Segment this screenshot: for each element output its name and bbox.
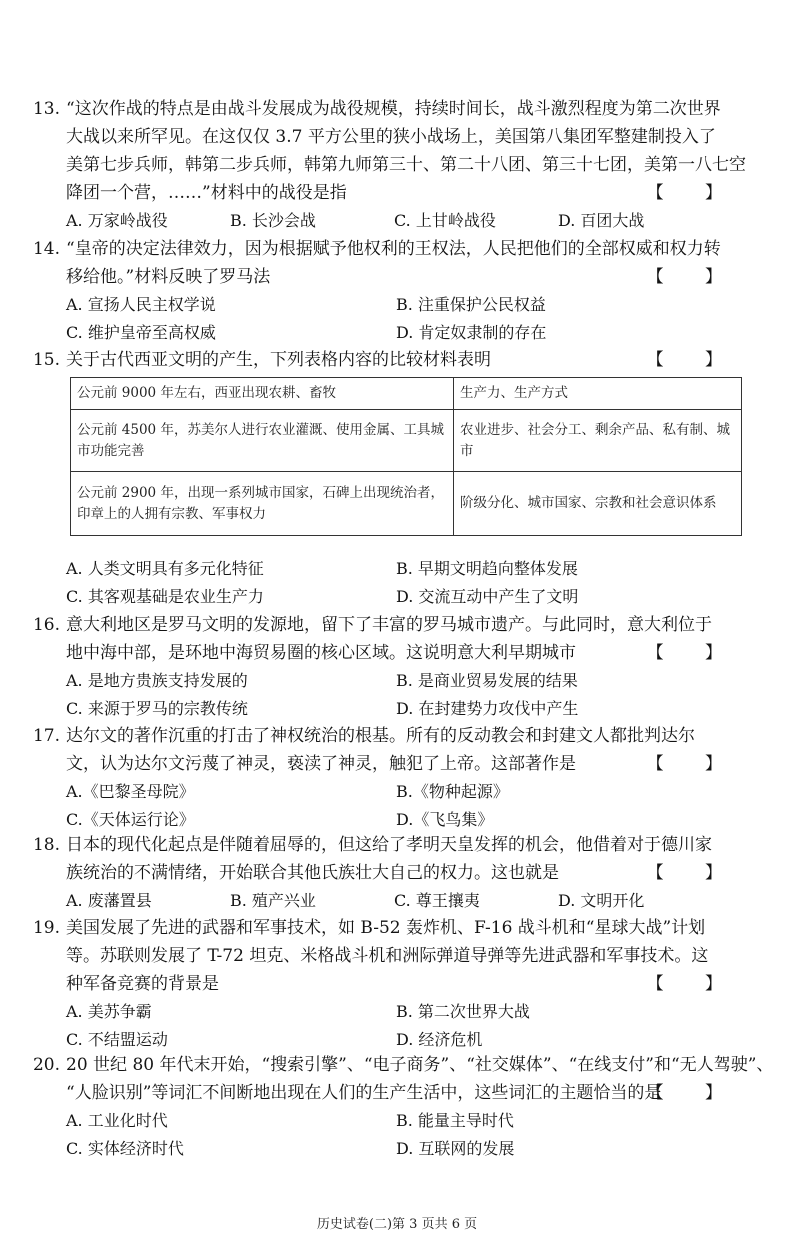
question-16 [32,611,742,723]
question-stem-line: 日本的现代化起点是伴随着屈辱的，但这给了孝明天皇发挥的机会，他借着对于德川家 [66,835,712,855]
option-c[interactable]: C. 维护皇帝至高权威 [66,323,216,342]
question-number: 14. [32,239,60,259]
answer-bracket[interactable]: 【 】 [646,350,740,370]
option-a[interactable]: A. 工业化时代 [66,1111,168,1130]
question-13 [32,95,746,235]
option-c[interactable]: C.《天体运行论》 [66,810,195,829]
option-d[interactable]: D. 文明开化 [558,891,645,910]
answer-bracket[interactable]: 【 】 [646,1083,740,1103]
option-c[interactable]: C. 上甘岭战役 [394,211,496,230]
question-number: 16. [32,615,60,635]
answer-bracket[interactable]: 【 】 [646,974,740,994]
option-b[interactable]: B. 早期文明趋向整体发展 [396,559,578,578]
table-row [71,472,742,536]
option-b[interactable]: B. 殖产兴业 [230,891,316,910]
option-d[interactable]: D. 肯定奴隶制的存在 [396,323,547,342]
question-stem-line: 美第七步兵师，韩第二步兵师，韩第九师第三十、第二十八团、第三十七团，美第一八七空 [66,155,746,175]
question-stem-line: 意大利地区是罗马文明的发源地，留下了丰富的罗马城市遗产。与此同时，意大利位于 [66,615,712,635]
question-stem-line: 种军备竞赛的背景是 [66,974,219,994]
option-a[interactable]: A. 人类文明具有多元化特征 [66,559,264,578]
answer-bracket[interactable]: 【 】 [646,183,740,203]
table-cell: 公元前 2900 年，出现一系列城市国家，石碑上出现统治者，印章上的人拥有宗教、军事权力 [71,472,454,536]
table-cell: 农业进步、社会分工、剩余产品、私有制、城市 [454,410,742,472]
option-d[interactable]: D. 互联网的发展 [396,1139,515,1158]
option-b[interactable]: B. 是商业贸易发展的结果 [396,671,578,690]
question-number: 20. [32,1055,60,1075]
option-c[interactable]: C. 尊王攘夷 [394,891,480,910]
option-d[interactable]: D.《飞鸟集》 [396,810,494,829]
option-a[interactable]: A. 万家岭战役 [66,211,168,230]
option-d[interactable]: D. 交流互动中产生了文明 [396,587,579,606]
answer-bracket[interactable]: 【 】 [646,643,740,663]
question-stem-line: 降团一个营，……”材料中的战役是指 [66,183,347,203]
option-a[interactable]: A. 是地方贵族支持发展的 [66,671,248,690]
answer-bracket[interactable]: 【 】 [646,754,740,774]
page-footer: 历史试卷(二)第 3 页共 6 页 [316,1217,478,1232]
question-number: 17. [32,726,60,746]
answer-bracket[interactable]: 【 】 [646,863,740,883]
question-14 [32,235,742,347]
question-stem-line: 关于古代西亚文明的产生，下列表格内容的比较材料表明 [66,350,491,370]
question-19 [32,914,742,1054]
option-c[interactable]: C. 其客观基础是农业生产力 [66,587,264,606]
question-stem-line: 等。苏联则发展了 T-72 坦克、米格战斗机和洲际弹道导弹等先进武器和军事技术。这 [66,946,709,966]
option-a[interactable]: A. 废藩置县 [66,891,152,910]
option-d[interactable]: D. 在封建势力攻伐中产生 [396,699,579,718]
question-15-options [66,555,742,611]
question-number: 18. [32,835,60,855]
table-row [71,410,742,472]
table-cell: 公元前 9000 年左右，西亚出现农耕、畜牧 [71,378,454,410]
option-d[interactable]: D. 百团大战 [558,211,645,230]
table-cell: 公元前 4500 年，苏美尔人进行农业灌溉、使用金属、工具城市功能完善 [71,410,454,472]
question-stem-line: 大战以来所罕见。在这仅仅 3.7 平方公里的狭小战场上，美国第八集团军整建制投入了 [66,127,716,147]
option-d[interactable]: D. 经济危机 [396,1030,483,1049]
option-c[interactable]: C. 不结盟运动 [66,1030,168,1049]
question-stem-line: “这次作战的特点是由战斗发展成为战役规模，持续时间长，战斗激烈程度为第二次世界 [66,99,721,119]
question-17 [32,722,742,834]
option-b[interactable]: B.《物种起源》 [396,782,509,801]
option-a[interactable]: A. 宣扬人民主权学说 [66,295,216,314]
question-stem-line: 地中海中部，是环地中海贸易圈的核心区域。这说明意大利早期城市 [66,643,576,663]
option-a[interactable]: A. 美苏争霸 [66,1002,152,1021]
option-b[interactable]: B. 能量主导时代 [396,1111,514,1130]
question-stem-line: “人脸识别”等词汇不间断地出现在人们的生产生活中，这些词汇的主题恰当的是 [66,1083,662,1103]
question-stem-line: 达尔文的著作沉重的打击了神权统治的根基。所有的反动教会和封建文人都批判达尔 [66,726,695,746]
table-cell: 生产力、生产方式 [454,378,742,410]
option-b[interactable]: B. 长沙会战 [230,211,316,230]
question-number: 13. [32,99,60,119]
question-number: 19. [32,918,60,938]
option-b[interactable]: B. 注重保护公民权益 [396,295,546,314]
question-stem-line: 文，认为达尔文污蔑了神灵，亵渎了神灵，触犯了上帝。这部著作是 [66,754,576,774]
option-b[interactable]: B. 第二次世界大战 [396,1002,530,1021]
table-cell: 阶级分化、城市国家、宗教和社会意识体系 [454,472,742,536]
question-15 [32,346,742,374]
question-stem-line: 美国发展了先进的武器和军事技术，如 B-52 轰炸机、F-16 战斗机和“星球大战”计划 [66,918,706,938]
question-stem-line: 族统治的不满情绪，开始联合其他氏族壮大自己的权力。这也就是 [66,863,559,883]
option-a[interactable]: A.《巴黎圣母院》 [66,782,195,801]
question-stem-line: 移给他。”材料反映了罗马法 [66,267,271,287]
question-stem-line: “皇帝的决定法律效力，因为根据赋予他权利的王权法，人民把他们的全部权威和权力转 [66,239,721,259]
question-stem-line: 20 世纪 80 年代末开始，“搜索引擎”、“电子商务”、“社交媒体”、“在线支付”和“无人驾驶”、 [66,1055,774,1075]
answer-bracket[interactable]: 【 】 [646,267,740,287]
option-c[interactable]: C. 实体经济时代 [66,1139,184,1158]
question-20 [32,1051,774,1163]
comparison-table [70,377,742,536]
table-row [71,378,742,410]
question-18 [32,831,742,915]
option-c[interactable]: C. 来源于罗马的宗教传统 [66,699,248,718]
question-number: 15. [32,350,60,370]
